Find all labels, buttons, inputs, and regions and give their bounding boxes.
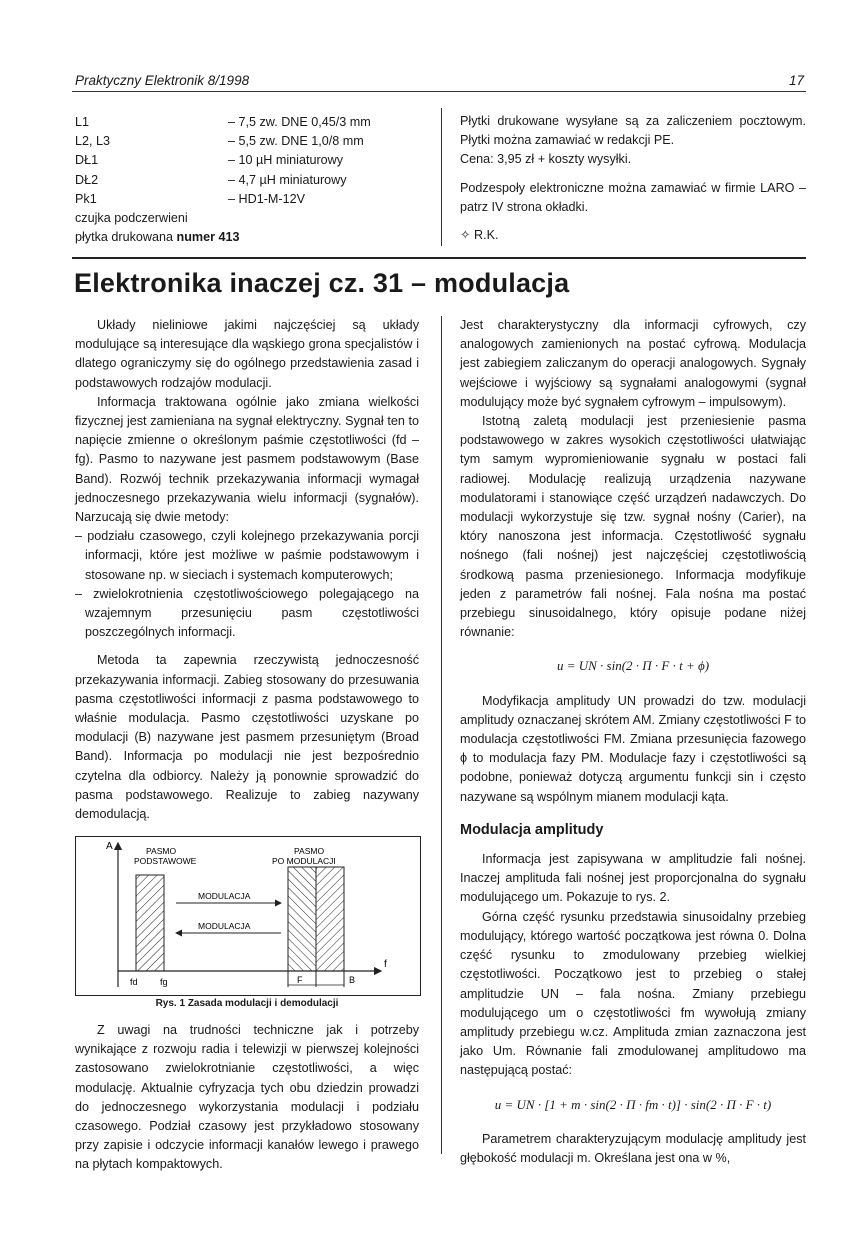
part-name: L2, L3 xyxy=(75,134,111,149)
modulation-arrow-label: MODULACJA xyxy=(198,891,251,901)
notice-price: Cena: 3,95 zł + koszty wysyłki. xyxy=(460,152,632,167)
band2-label-line2: PO MODULACJI xyxy=(272,856,336,866)
ordering-notice xyxy=(460,112,806,254)
parts-row xyxy=(75,113,371,132)
list-item: – podziału czasowego, czyli kolejnego przekazywania porcji informacji, które jest możliwe w paśmie podstawowym i stosowane np. w sieciach i systemach komputerowych; xyxy=(75,529,419,582)
axis-label-a: A xyxy=(106,841,113,852)
label-fd: fd xyxy=(130,977,138,987)
article-left-column xyxy=(75,316,419,824)
part-value: – HD1-M-12V xyxy=(228,191,305,206)
part-value: – 10 µH miniaturowy xyxy=(228,153,344,168)
modulation-diagram xyxy=(76,837,420,995)
pcb-number: numer 413 xyxy=(176,230,240,245)
paragraph: Istotną zaletą modulacji jest przeniesienie pasma podstawowego w zakres wysokich częstotliwości ułatwiając tym samym wypromieniowanie sygnału w postaci fali radiowej. Modulację realizują urządzenia nazywane modulatorami i stanowiące część urządzeń nadawczych. Do modulacji wykorzystuje się tzw. sygnał nośny (Carier), na który nanoszona jest informacja. Częstotliwość sygnału nośnego (fali nośnej) jest najczęściej częstotliwością środkową pasma przeniesionego. Informacja modyfikuje jeden z parametrów fali nośnej. Fala nośna ma postać przebiegu sinusoidalnego, który opisuje podane niżej równanie: xyxy=(460,414,806,640)
paragraph: Informacja jest zapisywana w amplitudzie fali nośnej. Inaczej amplituda fali nośnej jest proporcjonalna do sygnału modulującego um. Pokazuje to rys. 2. xyxy=(460,852,806,905)
paragraph: Układy nieliniowe jakimi najczęściej są układy modulujące są interesujące dla wąskiego grona specjalistów i dlatego ograniczymy się do ogólnego przedstawienia zasad i podstawowych rodzajów modulacji. xyxy=(75,318,419,390)
parts-row xyxy=(75,190,371,209)
band2-label-line1: PASMO xyxy=(294,846,325,856)
label-F: F xyxy=(297,975,303,985)
parts-list xyxy=(75,113,371,247)
paragraph: Górna część rysunku przedstawia sinusoidalny przebieg modulujący, którego wartość początkowa jest równa 0. Dolna część rysunku to zmodulowany przebieg wielkiej częstotliwości. Początkowo jest to przebieg o stałej amplitudzie UN – fala nośna. Zmiany przebiegu modulującego um o częstotliwości fm wywołują zmiany amplitudy przebiegu w.cz. Amplituda zmian zaznaczona jest jako Um. Równanie fali zmodulowanej amplitudowo ma następującą postać: xyxy=(460,909,806,1078)
section-heading: Modulacja amplitudy xyxy=(460,821,604,838)
list-item: – zwielokrotnienia częstotliwościowego polegającego na wzajemnym przesunięciu pasm częstotliwości poszczególnych informacji. xyxy=(75,586,419,640)
parts-row xyxy=(75,209,371,228)
demodulation-arrow-label: MODULACJA xyxy=(198,921,251,931)
part-name: DŁ1 xyxy=(75,153,99,168)
paragraph: Modyfikacja amplitudy UN prowadzi do tzw. modulacji amplitudy oznaczanej skrótem AM. Zmiany częstotliwości F to modulacja częstotliwości FM. Zmiana przesunięcia fazowego ϕ to modulacja fazy PM. Modulacje fazy i częstotliwości są podobne, ponieważ dotyczą argumentu funkcji sin i często nazywane są wspólnym mianem modulacji kąta. xyxy=(460,693,806,804)
article-right-column xyxy=(460,316,806,1168)
paragraph: Parametrem charakteryzującym modulację amplitudy jest głębokość modulacji m. Określana jest ona w %, xyxy=(460,1131,806,1165)
paragraph: Z uwagi na trudności techniczne jak i potrzeby wynikające z rozwoju radia i telewizji w pierwszej kolejności zastosowano zwielokrotnianie częstotliwości, a więc modulację. Aktualnie cyfryzacja tych obu dziedzin prowadzi do jednoczesnego wykorzystania modulacji i podziału czasowego. Podział czasowy jest przykładowo stosowany przy zapisie i odczycie informacji kanałów lewego i prawego na płytach kompaktowych. xyxy=(75,1023,419,1172)
part-name: czujka podczerwieni xyxy=(75,211,188,226)
figure-caption: Rys. 1 Zasada modulacji i demodulacji xyxy=(155,998,339,1009)
article-title: Elektronika inaczej cz. 31 – modulacja xyxy=(74,268,570,298)
paragraph: Informacja traktowana ogólnie jako zmiana wielkości fizycznej jest zamieniana na sygnał elektryczny. Sygnał ten to napięcie zmienne o określonym paśmie częstotliwości (fd – fg). Pasmo to nazywane jest pasmem podstawowym (Base Band). Rozwój technik przekazywania informacji wymagał jednoczesnego przekazywania wielu informacji (sygnałów). Narzucają się dwie metody: xyxy=(75,394,419,525)
label-B: B xyxy=(349,975,356,985)
paragraph: Metoda ta zapewnia rzeczywistą jednoczesność przekazywania informacji. Zabieg stosowany do przesuwania pasma częstotliwości informacji z pasma podstawowego to właśnie modulacja. Pasmo częstotliwości uzyskane po modulacji (B) nazywane jest pasmem przesuniętym (Broad Band). Informacja po modulacji nie jest bezpośrednio czytelna dla odbiorcy. Należy ją ponownie sprowadzić do pasma podstawowego. Realizuje to zabieg nazywany demodulacją. xyxy=(75,653,419,822)
part-name: L1 xyxy=(75,115,90,129)
figure-modulation-diagram xyxy=(75,836,421,996)
author-signature: ✧ R.K. xyxy=(460,228,499,243)
band1-label-line1: PASMO xyxy=(146,846,177,856)
part-value: – 4,7 µH miniaturowy xyxy=(228,172,347,187)
column-divider xyxy=(441,316,442,1154)
notice-paragraph: Płytki drukowane wysyłane są za zaliczeniem pocztowym. Płytki można zamawiać w redakcji PE. xyxy=(460,114,806,148)
notice-paragraph: Podzespoły elektroniczne można zamawiać w firmie LARO – patrz IV strona okładki. xyxy=(460,180,806,214)
parts-row xyxy=(75,132,371,151)
parts-row xyxy=(75,171,371,190)
parts-row-pcb xyxy=(75,228,371,247)
part-name: DŁ2 xyxy=(75,172,99,187)
part-value: – 5,5 zw. DNE 1,0/8 mm xyxy=(228,134,364,149)
title-rule xyxy=(72,257,806,259)
paragraph: Jest charakterystyczny dla informacji cyfrowych, czy analogowych zamienionych na postać cyfrową. Modulacja jest zabiegiem zaliczanym do operacji analogowych. Sygnały wejściowe i wyjściowy są sygnałami analogowymi (sygnał modulujący może być sygnałem cyfrowym – impulsowym). xyxy=(460,318,806,409)
pcb-label: płytka drukowana xyxy=(75,230,177,245)
equation-carrier: u = UN · sin(2 · Π · F · t + ϕ) xyxy=(556,658,710,674)
axis-label-f: f xyxy=(384,959,387,970)
column-divider xyxy=(441,108,442,246)
shifted-band-left xyxy=(288,867,316,971)
baseband-block xyxy=(136,875,164,971)
header-rule xyxy=(72,91,806,92)
article-left-column-continued xyxy=(75,1021,419,1175)
parts-row xyxy=(75,151,371,170)
label-fg: fg xyxy=(160,977,168,987)
running-header-title: Praktyczny Elektronik 8/1998 xyxy=(75,73,250,88)
equation-am: u = UN · [1 + m · sin(2 · Π · fm · t)] · sin(2 · Π · F · t) xyxy=(494,1096,772,1112)
shifted-band-right xyxy=(316,867,344,971)
part-value: – 7,5 zw. DNE 0,45/3 mm xyxy=(228,115,371,129)
part-name: Pk1 xyxy=(75,191,97,206)
band1-label-line2: PODSTAWOWE xyxy=(134,856,197,866)
page-number: 17 xyxy=(788,73,804,88)
